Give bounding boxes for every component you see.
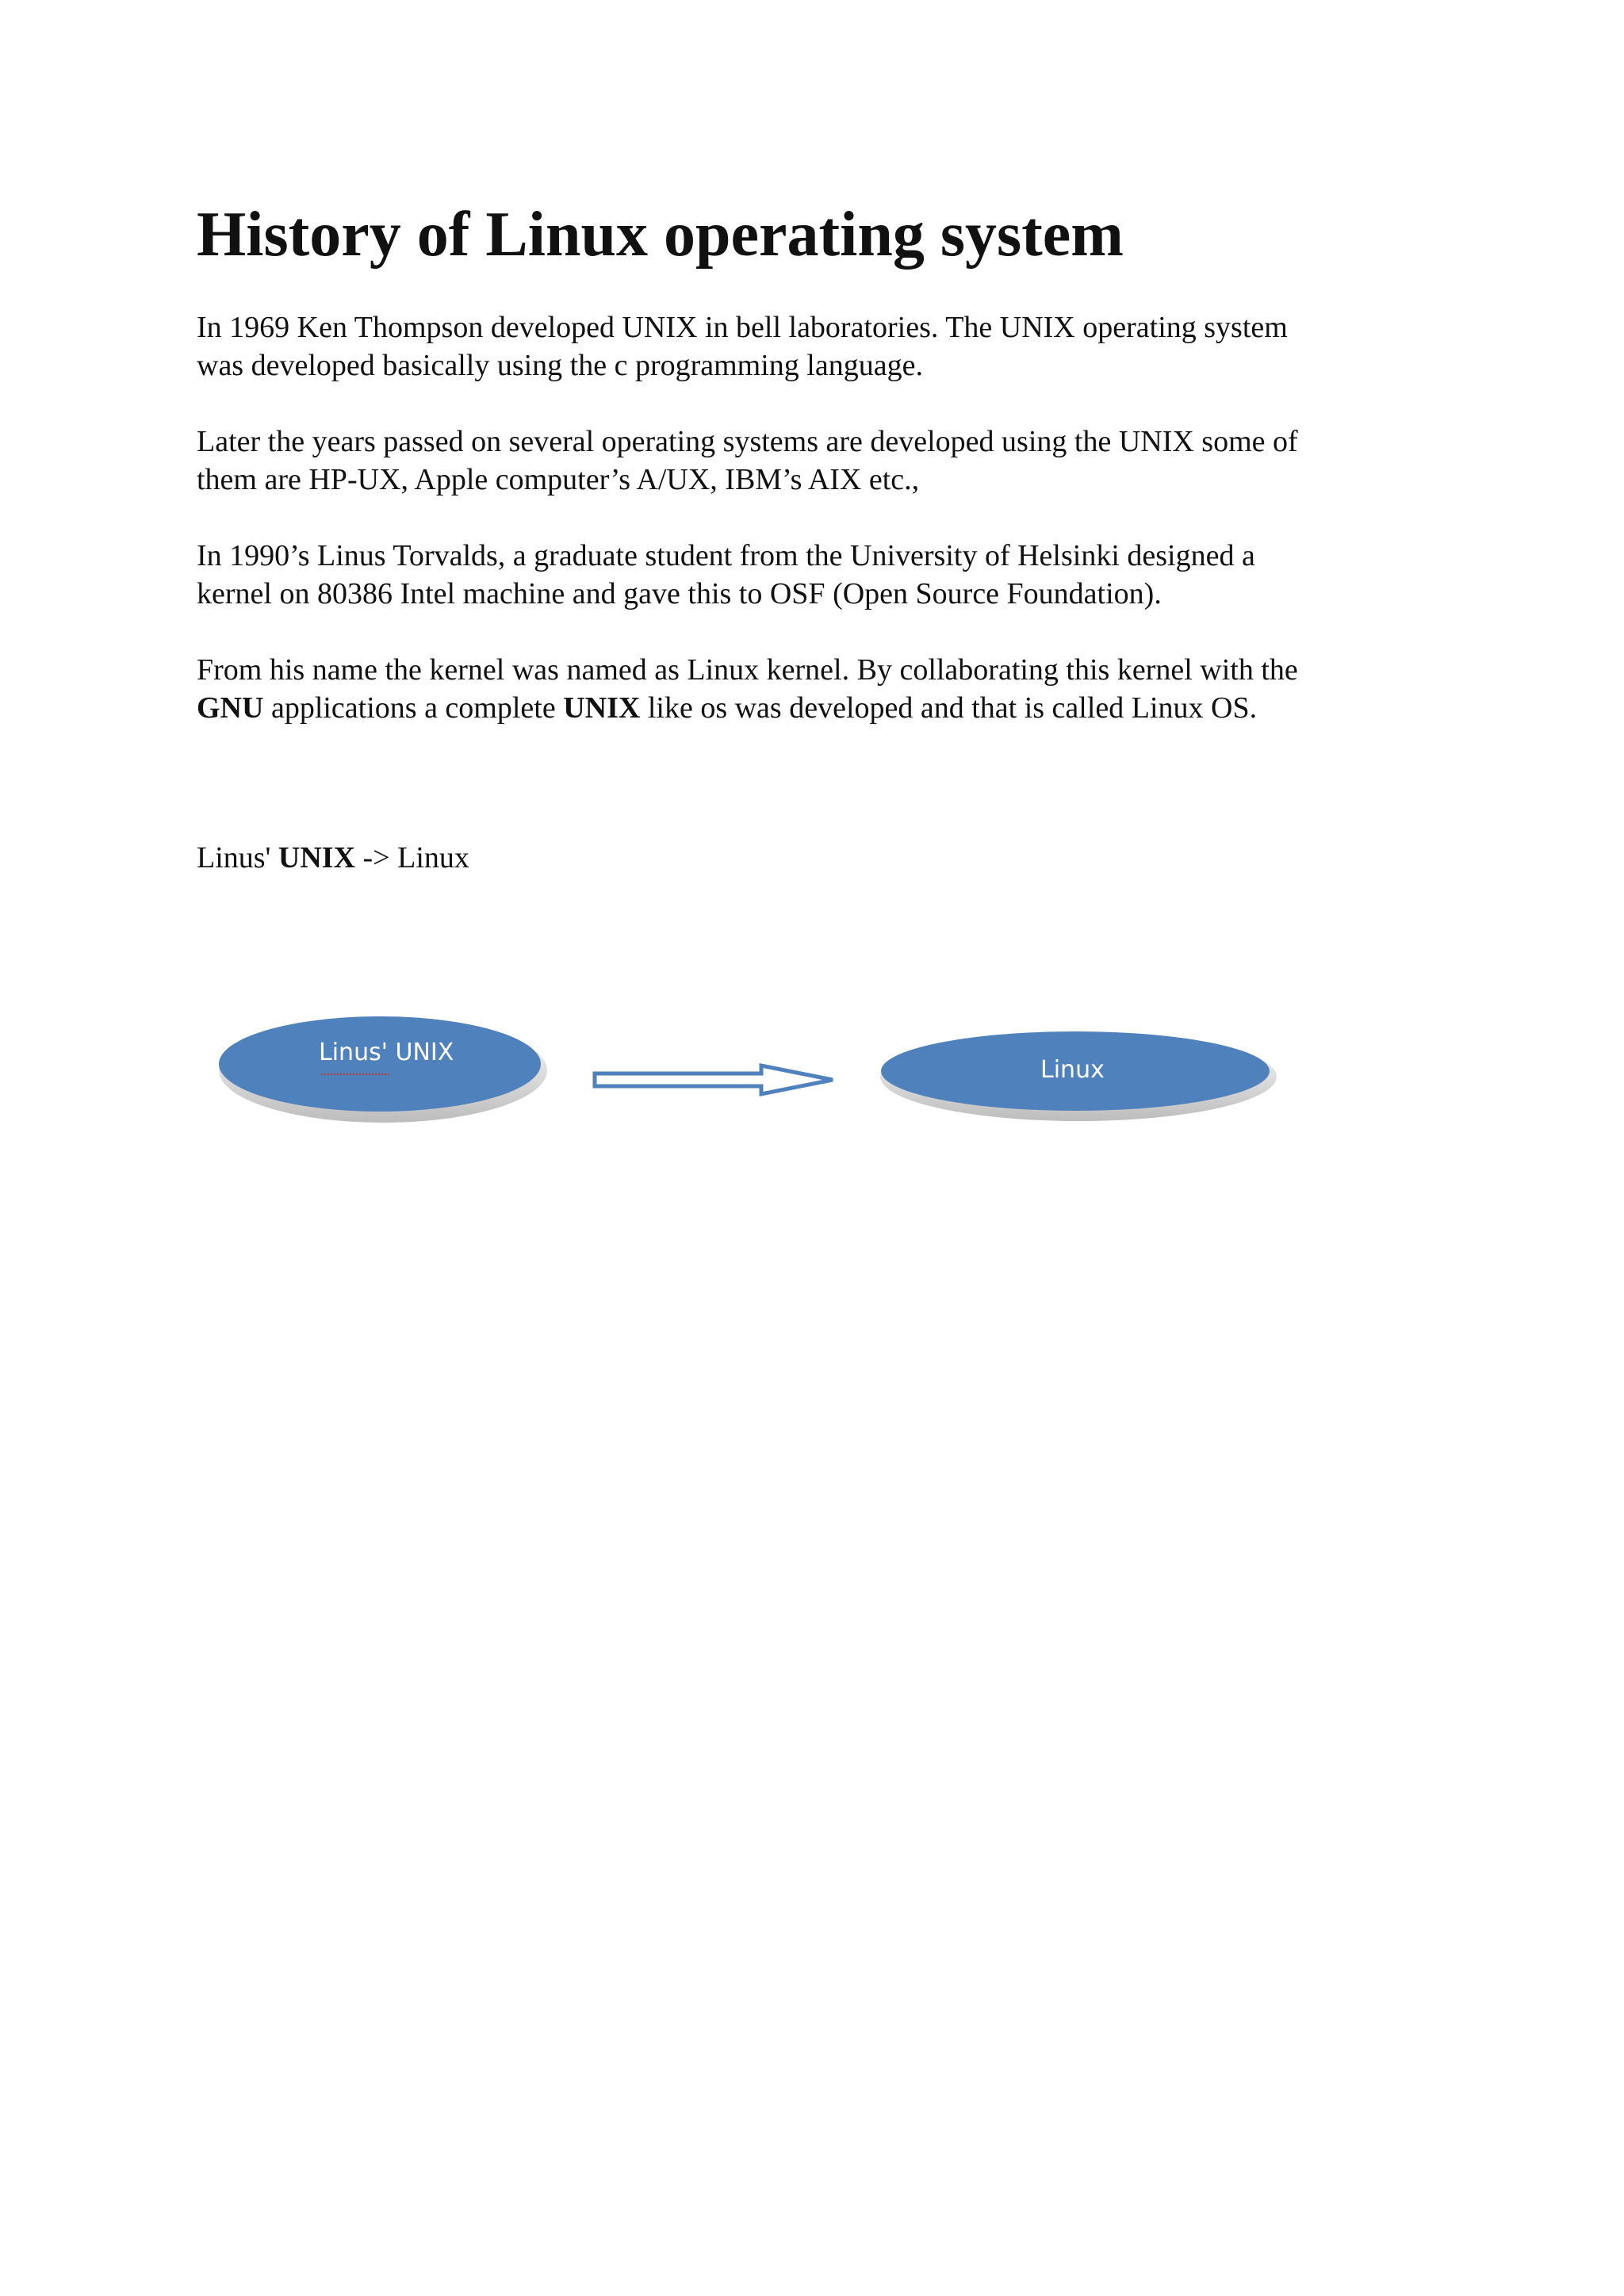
node-label-linux: Linux	[1040, 1056, 1105, 1084]
paragraph-line: In 1969 Ken Thompson developed UNIX in bell laboratories. The UNIX operating system	[197, 311, 1288, 344]
paragraph-unix-variants	[197, 423, 1418, 499]
paragraph-line: Later the years passed on several operating systems are developed using the UNIX some of	[197, 425, 1298, 458]
paragraph-linus-torvalds	[197, 537, 1418, 613]
paragraph-line: From his name the kernel was named as Linux kernel. By collaborating this kernel with the	[197, 653, 1298, 687]
paragraph-line: In 1990’s Linus Torvalds, a graduate student from the University of Helsinki designed a	[197, 539, 1255, 572]
paragraph-text: like os was developed and that is called Linux OS.	[640, 691, 1258, 725]
bold-term-unix: UNIX	[563, 691, 641, 725]
caption-suffix: -> Linux	[355, 841, 469, 874]
paragraph-line: kernel on 80386 Intel machine and gave this to OSF (Open Source Foundation).	[197, 577, 1162, 610]
diagram-caption	[197, 839, 469, 877]
paragraph-line	[197, 689, 1418, 727]
arrow-shape	[595, 1066, 833, 1094]
node-label-linus-unix: Linus' UNIX	[319, 1039, 454, 1066]
arrow-right	[595, 1066, 833, 1094]
paragraph-unix-origin	[197, 308, 1418, 385]
caption-bold-unix: UNIX	[278, 841, 356, 874]
paragraph-line: them are HP-UX, Apple computer’s A/UX, IBM’s AIX etc.,	[197, 463, 920, 496]
paragraph-linux-kernel	[197, 651, 1418, 727]
page-title: History of Linux operating system	[197, 200, 1124, 270]
bold-term-gnu: GNU	[197, 691, 264, 725]
diagram-graphic	[214, 1015, 1293, 1150]
spellcheck-underline	[321, 1070, 389, 1075]
paragraph-line: was developed basically using the c programming language.	[197, 349, 923, 382]
paragraph-text: applications a complete	[263, 691, 564, 725]
linux-origin-diagram	[214, 1015, 1293, 1150]
caption-prefix: Linus'	[197, 841, 278, 874]
node-linus-unix	[219, 1016, 547, 1123]
